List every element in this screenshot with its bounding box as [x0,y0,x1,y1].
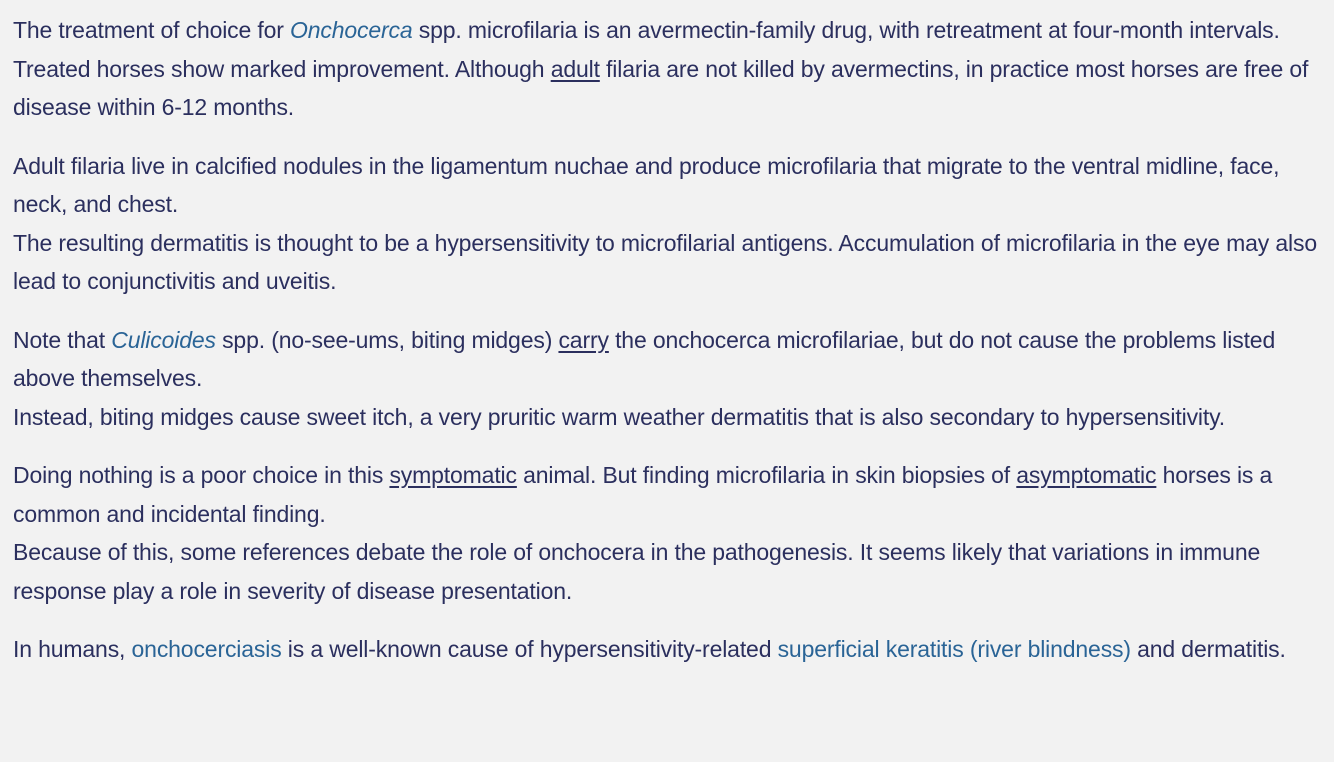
text: Note that [13,326,112,353]
paragraph-humans [13,630,1329,669]
text: spp. microfilaria is an avermectin-family drug, with retreatment at four-month intervals. Treated horses show marked improvement. Although [13,17,1280,82]
text: filaria are not killed by avermectins, in practice most horses are free of disease within 6-12 months. [13,55,1309,120]
link-onchocerciasis[interactable]: onchocerciasis [131,636,282,662]
link-culicoides[interactable]: Culicoides [111,326,216,353]
text: The treatment of choice for [13,17,291,43]
paragraph-treatment [13,11,1329,127]
text: Doing nothing is a poor choice in this [13,462,390,488]
link-superficial-keratitis[interactable]: superficial keratitis (river blindness) [777,636,1131,662]
sentence-culicoides [13,321,1329,398]
sentence-dermatitis: The resulting dermatitis is thought to be a hypersensitivity to microfilarial antigens. Accumulation of microfilaria in the eye may also lead to conjunctivitis and uveitis. [13,229,1317,294]
text: is a well-known cause of hypersensitivity-related [281,636,778,662]
sentence-debate: Because of this, some references debate the role of onchocera in the pathogenesis. It seems likely that variations in immune response play a role in severity of disease presentation. [13,539,1261,604]
paragraph-culicoides [13,321,1329,437]
link-onchocerca[interactable]: Onchocerca [290,17,413,43]
paragraph-pathogenesis [13,147,1329,301]
underlined-carry: carry [558,326,609,353]
underlined-adult: adult [550,55,600,82]
text: horses is a common and incidental finding. [13,462,1273,527]
underlined-asymptomatic: asymptomatic [1016,462,1157,488]
paragraph-doing-nothing [13,456,1329,610]
sentence-poor-choice [13,456,1329,533]
sentence-adult-filaria: Adult filaria live in calcified nodules in the ligamentum nuchae and produce microfilaria that migrate to the ventral midline, face, neck, and chest. [13,152,1280,217]
explanation-content [13,11,1329,689]
text: In humans, [13,636,132,662]
text: spp. (no-see-ums, biting midges) [215,326,559,353]
text: and dermatitis. [1130,636,1286,662]
sentence-sweet-itch: Instead, biting midges cause sweet itch, a very pruritic warm weather dermatitis that is also secondary to hypersensitivity. [13,403,1226,430]
text: animal. But finding microfilaria in skin biopsies of [516,462,1017,488]
underlined-symptomatic: symptomatic [389,462,517,488]
text: the onchocerca microfilariae, but do not cause the problems listed above themselves. [13,326,1276,391]
